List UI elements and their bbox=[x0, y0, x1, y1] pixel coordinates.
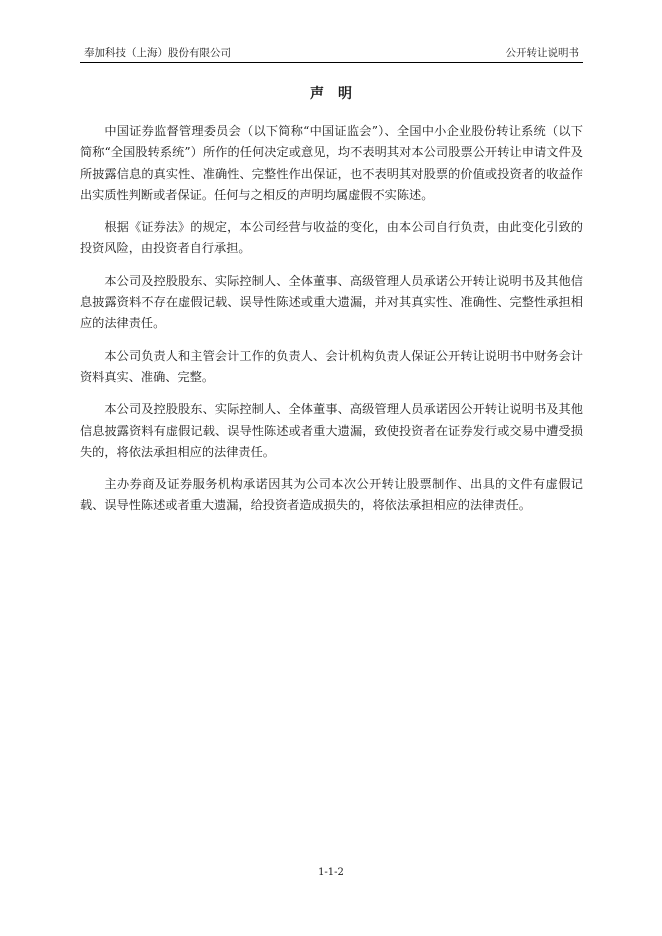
paragraph-disclosure-commitment: 本公司及控股股东、实际控制人、全体董事、高级管理人员承诺公开转让说明书及其他信息披露资料不存在虚假记载、误导性陈述或重大遗漏，并对其真实性、准确性、完整性承担相应的法律责任。 bbox=[80, 273, 583, 331]
header-company-name: 奉加科技（上海）股份有限公司 bbox=[84, 47, 231, 59]
paragraph-investment-risk: 根据《证券法》的规定，本公司经营与收益的变化，由本公司自行负责，由此变化引致的投资风险，由投资者自行承担。 bbox=[80, 220, 583, 256]
paragraph-regulatory-disclaimer: 中国证券监督管理委员会（以下简称“中国证监会”）、全国中小企业股份转让系统（以下简称“全国股转系统”）所作的任何决定或意见，均不表明其对本公司股票公开转让申请文件及所披露信息的真实性、准确性、完整性作出保证，也不表明其对股票的价值或投资者的收益作出实质性判断或者保证。任何与之相反的声明均属虚假不实陈述。 bbox=[80, 124, 583, 202]
paragraph-broker-commitment: 主办券商及证券服务机构承诺因其为公司本次公开转让股票制作、出具的文件有虚假记载、误导性陈述或者重大遗漏，给投资者造成损失的，将依法承担相应的法律责任。 bbox=[80, 477, 583, 513]
page-header bbox=[80, 44, 583, 63]
header-document-type: 公开转让说明书 bbox=[505, 47, 579, 59]
page-title: 声明 bbox=[310, 86, 366, 102]
paragraph-liability-commitment: 本公司及控股股东、实际控制人、全体董事、高级管理人员承诺因公开转让说明书及其他信息披露资料有虚假记载、误导性陈述或者重大遗漏，致使投资者在证券发行或交易中遭受损失的，将依法承担相应的法律责任。 bbox=[80, 402, 583, 459]
page-number: 1-1-2 bbox=[318, 867, 344, 878]
paragraph-financial-accuracy: 本公司负责人和主管会计工作的负责人、会计机构负责人保证公开转让说明书中财务会计资料真实、准确、完整。 bbox=[80, 348, 583, 384]
statement-body bbox=[80, 121, 583, 528]
